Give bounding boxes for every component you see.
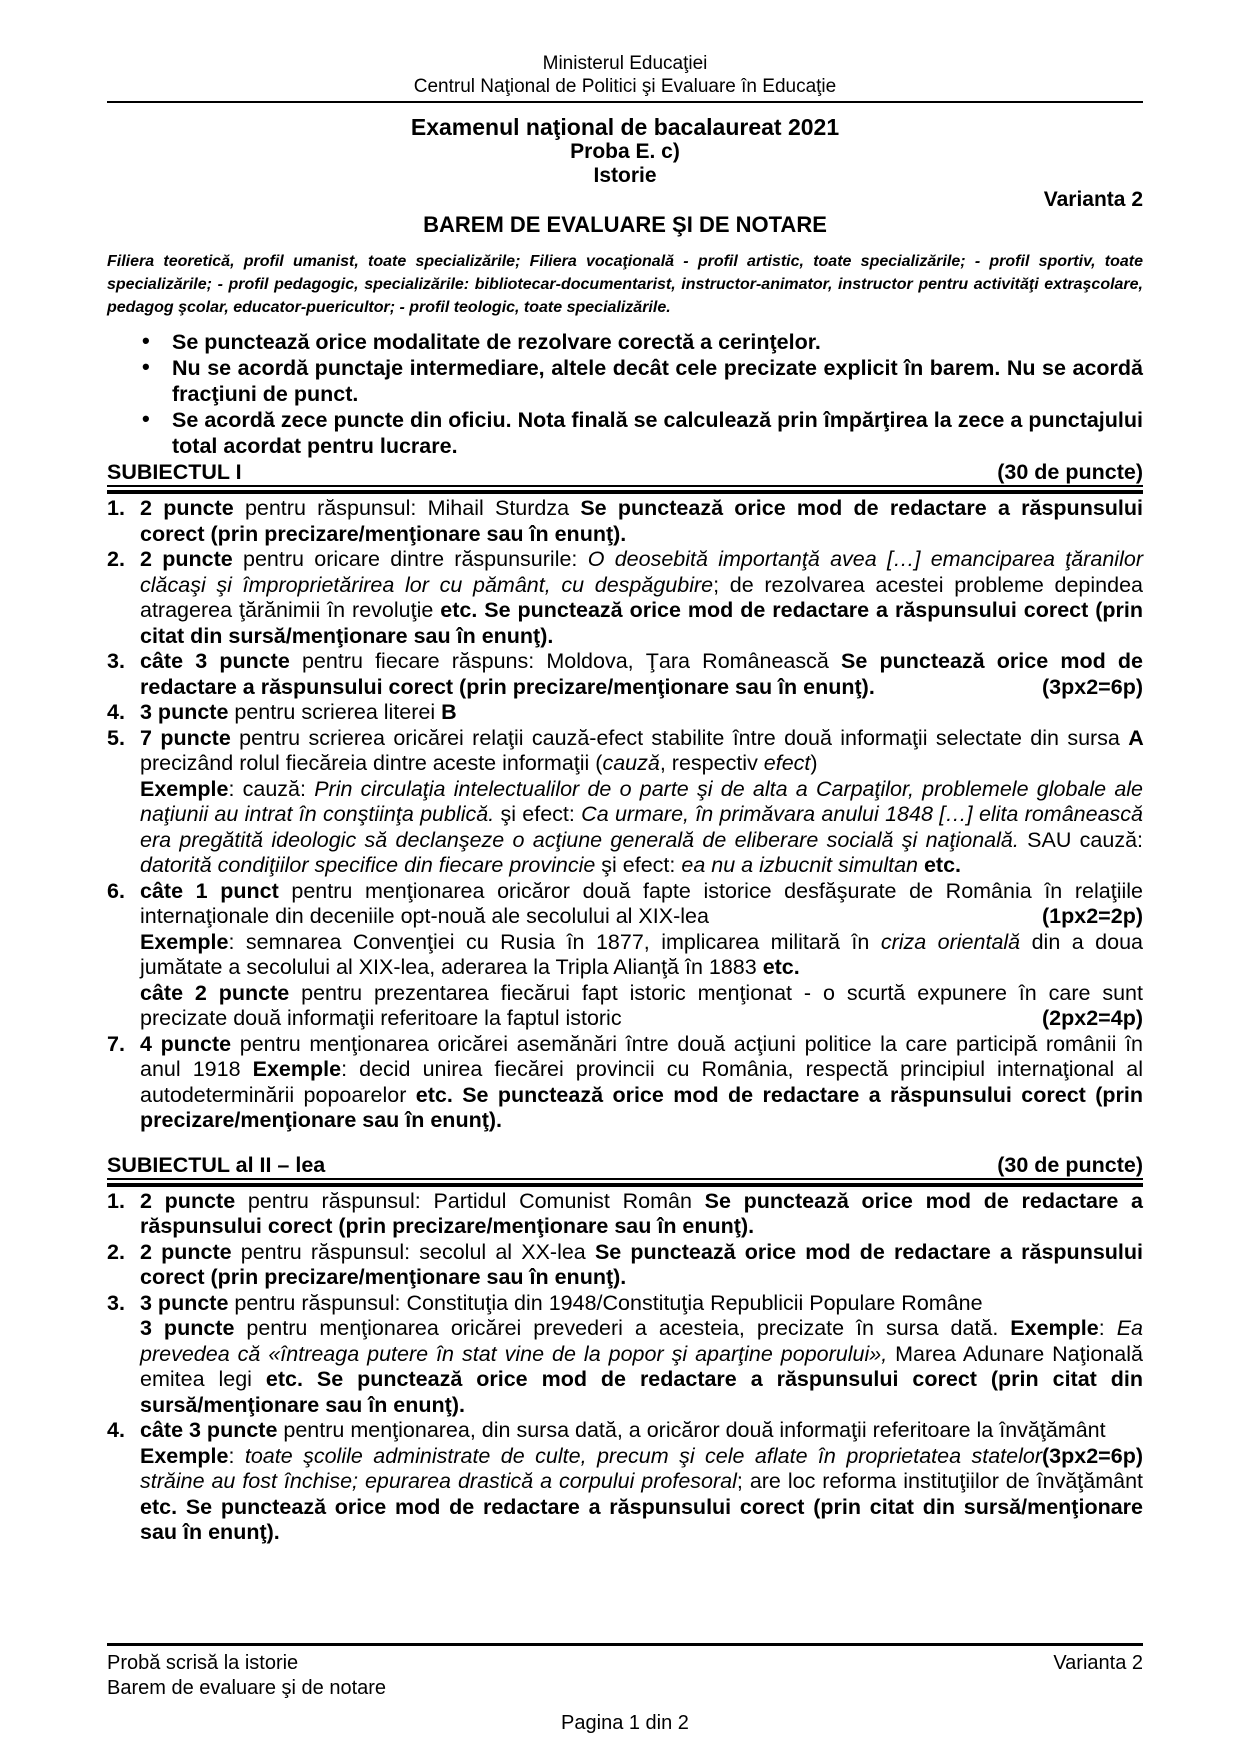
- text-run: pentru menţionarea oricărei prevederi a acesteia, precizate în sursa dată.: [246, 1316, 1011, 1340]
- text-run: etc.: [762, 955, 800, 979]
- text-run: 3 puncte: [140, 1316, 247, 1340]
- text-run: Exemple: [140, 1443, 229, 1468]
- text-run: efect: [763, 751, 811, 775]
- list-item: [107, 496, 1143, 547]
- text-run: etc. Se punctează orice mod de redactare a răspunsului corect (prin citat din sursă/menţionare sau în enunţ).: [140, 1367, 1144, 1417]
- text-run: A: [1128, 725, 1143, 750]
- text-run: :: [228, 1443, 245, 1468]
- text-run: Se punctează orice mod de redactare a răspunsului corect (prin precizare/menţionare sau în enunţ).: [140, 1188, 1143, 1238]
- center-name: Centrul Naţional de Politici şi Evaluare în Educaţie: [413, 76, 837, 97]
- text-run: Exemple: [252, 1057, 342, 1081]
- text-run: O deosebită importanţă avea […] emanciparea ţăranilor clăcaşi şi împroprietărirea lor cu pământ, cu despăgubire: [140, 547, 1143, 597]
- item-paragraph: [140, 1032, 1143, 1134]
- text-run: Exemple: [140, 929, 229, 954]
- text-run: Se punctează orice mod de redactare a răspunsului corect (prin precizare/menţionare sau în enunţ).: [140, 649, 1143, 699]
- rule-item: [107, 407, 1143, 459]
- section-heading: [107, 1152, 1143, 1180]
- rule-item: [107, 329, 1143, 355]
- text-run: pentru scrierea oricărei relaţii cauză-efect stabilite între două informaţii selectate din sursa: [239, 725, 1129, 750]
- text-run: Se punctează orice mod de redactare a răspunsului corect (prin precizare/menţionare sau în enunţ).: [140, 1239, 1143, 1289]
- list-item: [107, 1032, 1143, 1134]
- item-number: 1.: [107, 1188, 125, 1213]
- text-run: pentru răspunsul: Constituţia din 1948/Constituţia Republicii Populare Române: [234, 1290, 983, 1315]
- text-run: pentru menţionarea, din sursa dată, a oricăror două informaţii referitoare la învăţământ: [283, 1418, 1106, 1442]
- text-run: criza orientală: [880, 929, 1021, 954]
- text-run: pentru răspunsul: Partidul Comunist Român: [247, 1188, 705, 1213]
- bullet-icon: •: [142, 328, 150, 353]
- item-paragraph: [140, 496, 1143, 547]
- text-run: ; are loc reforma instituţiilor de învăţământ: [736, 1469, 1144, 1493]
- list-item: [107, 1240, 1143, 1291]
- section-thick-rule: [107, 490, 1143, 494]
- section-heading: [107, 459, 1143, 487]
- text-run: :: [1098, 1316, 1117, 1340]
- text-run: şi efect:: [595, 853, 682, 877]
- text-run: şi efect:: [494, 802, 582, 826]
- item-paragraph: [140, 1444, 1143, 1546]
- text-run: etc. Se punctează orice mod de redactare a răspunsului corect (prin citat din sursă/menţionare sau în enunţ).: [140, 598, 1143, 648]
- text-run: etc. Se punctează orice mod de redactare a răspunsului corect (prin precizare/menţionare sau în enunţ).: [140, 1082, 1143, 1132]
- section-subiectul-2: [107, 1152, 1143, 1546]
- rule-text: Se acordă zece puncte din oficiu. Nota finală se calculează prin împărţirea la zece a punctajului total acordat pentru lucrare.: [172, 408, 1143, 458]
- item-paragraph: [140, 1316, 1143, 1418]
- section-points: (30 de puncte): [997, 1152, 1143, 1177]
- text-run: Se punctează orice mod de redactare a răspunsului corect (prin precizare/menţionare sau în enunţ).: [140, 496, 1143, 546]
- bullet-icon: •: [142, 354, 150, 379]
- text-run: Ea prevedea că «întreaga putere în stat vine de la popor şi aparţine poporului»,: [140, 1316, 1143, 1366]
- list-item: [107, 1189, 1143, 1240]
- text-run: Ca urmare, în primăvara anului 1848 […] elita românească era pregătită ideologic să declanşeze o acţiune generală de eliberare socială şi naţională.: [140, 802, 1143, 852]
- text-run: ; de rezolvarea acestei probleme depindea atragerea ţărănimii în revoluţie: [140, 572, 1143, 622]
- text-run: toate şcolile administrate de culte, precum şi cele aflate în proprietatea statelor străine au fost închise; epurarea drastică a corpului profesoral: [140, 1443, 1042, 1493]
- item-number: 2.: [107, 547, 125, 571]
- page-number: Pagina 1 din 2: [561, 1712, 689, 1734]
- item-number: 3.: [107, 649, 125, 673]
- text-run: 2 puncte: [140, 1239, 241, 1264]
- item-number: 2.: [107, 1239, 125, 1264]
- list-item: [107, 1291, 1143, 1419]
- text-run: precizând rolul fiecăreia dintre aceste informaţii (: [140, 751, 603, 775]
- text-run: pentru scrierea literei: [234, 700, 442, 724]
- item-number: 7.: [107, 1031, 125, 1056]
- text-run: pentru prezentarea fiecărui fapt istoric menţionat - o scurtă expunere în care sunt precizate două informaţii referitoare la faptul istoric: [140, 980, 1143, 1030]
- item-paragraph: [140, 930, 1143, 981]
- section-title: SUBIECTUL I: [107, 460, 242, 484]
- text-run: pentru răspunsul: secolul al XX-lea: [240, 1239, 595, 1264]
- text-run: Exemple: [1010, 1316, 1099, 1340]
- barem-title: BAREM DE EVALUARE ŞI DE NOTARE: [423, 212, 827, 237]
- footer-proba-scrisa: Probă scrisă la istorie: [107, 1652, 299, 1674]
- proba-label: Proba E. c): [570, 140, 680, 163]
- footer-variant: Varianta 2: [1053, 1652, 1143, 1674]
- text-run: din a doua jumătate a secolului al XIX-lea, aderarea la Tripla Alianţă în 1883: [140, 929, 1143, 979]
- list-item: [107, 547, 1143, 649]
- text-run: B: [441, 700, 457, 724]
- list-item: [107, 1418, 1143, 1546]
- rule-text: Se punctează orice modalitate de rezolvare corectă a cerinţelor.: [172, 330, 821, 354]
- text-run: datorită condiţiilor specifice din fiecare provincie: [140, 853, 596, 877]
- score-badge: (3px2=6p): [1042, 1443, 1143, 1468]
- item-paragraph: [140, 981, 1143, 1032]
- item-paragraph: [140, 649, 1143, 700]
- list-item: [107, 649, 1143, 700]
- item-number: 4.: [107, 700, 125, 724]
- text-run: câte 3 puncte: [140, 649, 302, 673]
- text-run: : decid unirea fiecărei provincii cu România, respectă principiul internaţional al autodeterminării popoarelor: [140, 1057, 1143, 1107]
- text-run: 3 puncte: [140, 1290, 235, 1315]
- text-run: pentru oricare dintre răspunsurile:: [243, 547, 588, 571]
- text-run: câte 2 puncte: [140, 980, 302, 1005]
- item-paragraph: [140, 1291, 1143, 1317]
- rule-item: [107, 355, 1143, 407]
- filiera-note: Filiera teoretică, profil umanist, toate specializările; Filiera vocaţională - profil artistic, toate specializările; - profil sportiv, toate specializările; - profil pedagogic, specializările: bibliotecar-documentarist, instructor-animator, instructor pentru activităţi extraşcolare, pedagog şcolar, educator-puericultor; - profil teologic, toate specializările.: [107, 253, 1143, 316]
- section-subiectul-1: [107, 459, 1143, 1134]
- item-number: 4.: [107, 1418, 125, 1442]
- item-paragraph: [140, 726, 1143, 777]
- text-run: Exemple: [140, 776, 229, 801]
- item-paragraph: [140, 1189, 1143, 1240]
- score-badge: (3px2=6p): [1042, 674, 1143, 699]
- text-run: 2 puncte: [140, 547, 243, 571]
- text-run: cauză: [602, 751, 660, 775]
- item-paragraph: [140, 1240, 1143, 1291]
- ministry-name: Ministerul Educaţiei: [542, 53, 708, 74]
- text-run: SAU cauză:: [1018, 827, 1143, 852]
- text-run: 2 puncte: [140, 496, 245, 520]
- text-run: Prin circulaţia intelectualilor de o parte şi de alta a Carpaţilor, problemele globale ale naţiunii au intrat în conştiinţa publică.: [140, 776, 1144, 826]
- rule-text: Nu se acordă punctaje intermediare, altele decât cele precizate explicit în barem. Nu se acordă fracţiuni de punct.: [172, 356, 1143, 406]
- sections-container: [107, 459, 1143, 1546]
- bullet-icon: •: [142, 406, 150, 431]
- section-thick-rule: [107, 1183, 1143, 1187]
- score-badge: (2px2=4p): [1042, 1006, 1143, 1030]
- text-run: Marea Adunare Naţională emitea legi: [140, 1341, 1143, 1391]
- text-run: etc. Se punctează orice mod de redactare a răspunsului corect (prin citat din sursă/menţionare sau în enunţ).: [140, 1494, 1143, 1544]
- header-divider: [107, 101, 1143, 103]
- item-number: 3.: [107, 1290, 125, 1315]
- text-run: 4 puncte: [140, 1031, 240, 1056]
- list-item: [107, 726, 1143, 879]
- text-run: , respectiv: [659, 751, 764, 775]
- item-paragraph: [140, 547, 1143, 649]
- item-paragraph: [140, 777, 1143, 879]
- footer-barem-line: Barem de evaluare şi de notare: [107, 1677, 387, 1699]
- text-run: etc.: [918, 853, 962, 877]
- page-footer: [107, 1643, 1143, 1736]
- text-run: pentru fiecare răspuns: Moldova, Ţara Românească: [301, 649, 842, 673]
- text-run: câte 1 punct: [140, 878, 292, 903]
- text-run: 7 puncte: [140, 725, 240, 750]
- text-run: pentru menţionarea oricărei asemănări între două acţiuni politice la care participă românii în anul 1918: [140, 1031, 1143, 1081]
- item-number: 1.: [107, 496, 125, 520]
- text-run: câte 3 puncte: [140, 1418, 284, 1442]
- text-run: 3 puncte: [140, 700, 235, 724]
- variant-label: Varianta 2: [1043, 188, 1143, 211]
- general-rules-list: [107, 329, 1143, 459]
- text-run: : semnarea Convenţiei cu Rusia în 1877, implicarea militară în: [228, 929, 881, 954]
- section-points: (30 de puncte): [997, 460, 1143, 484]
- text-run: pentru răspunsul: Mihail Sturdza: [244, 496, 581, 520]
- footer-divider: [107, 1643, 1143, 1646]
- exam-title: Examenul naţional de bacalaureat 2021: [410, 114, 840, 140]
- item-number: 5.: [107, 725, 125, 750]
- score-badge: (1px2=2p): [1042, 904, 1143, 928]
- text-run: pentru menţionarea oricăror două fapte istorice desfăşurate de România în relaţiile internaţionale din deceniile opt-nouă ale secolului al XIX-lea: [140, 878, 1143, 928]
- section-title: SUBIECTUL al II – lea: [107, 1152, 326, 1177]
- item-paragraph: [140, 879, 1143, 930]
- item-number: 6.: [107, 878, 125, 903]
- subject-label: Istorie: [593, 164, 657, 187]
- list-item: [107, 700, 1143, 726]
- text-run: : cauză:: [228, 776, 315, 801]
- text-run: ): [810, 751, 818, 775]
- text-run: ea nu a izbucnit simultan: [681, 853, 918, 877]
- item-paragraph: [140, 700, 1143, 726]
- text-run: 2 puncte: [140, 1188, 248, 1213]
- list-item: [107, 879, 1143, 1032]
